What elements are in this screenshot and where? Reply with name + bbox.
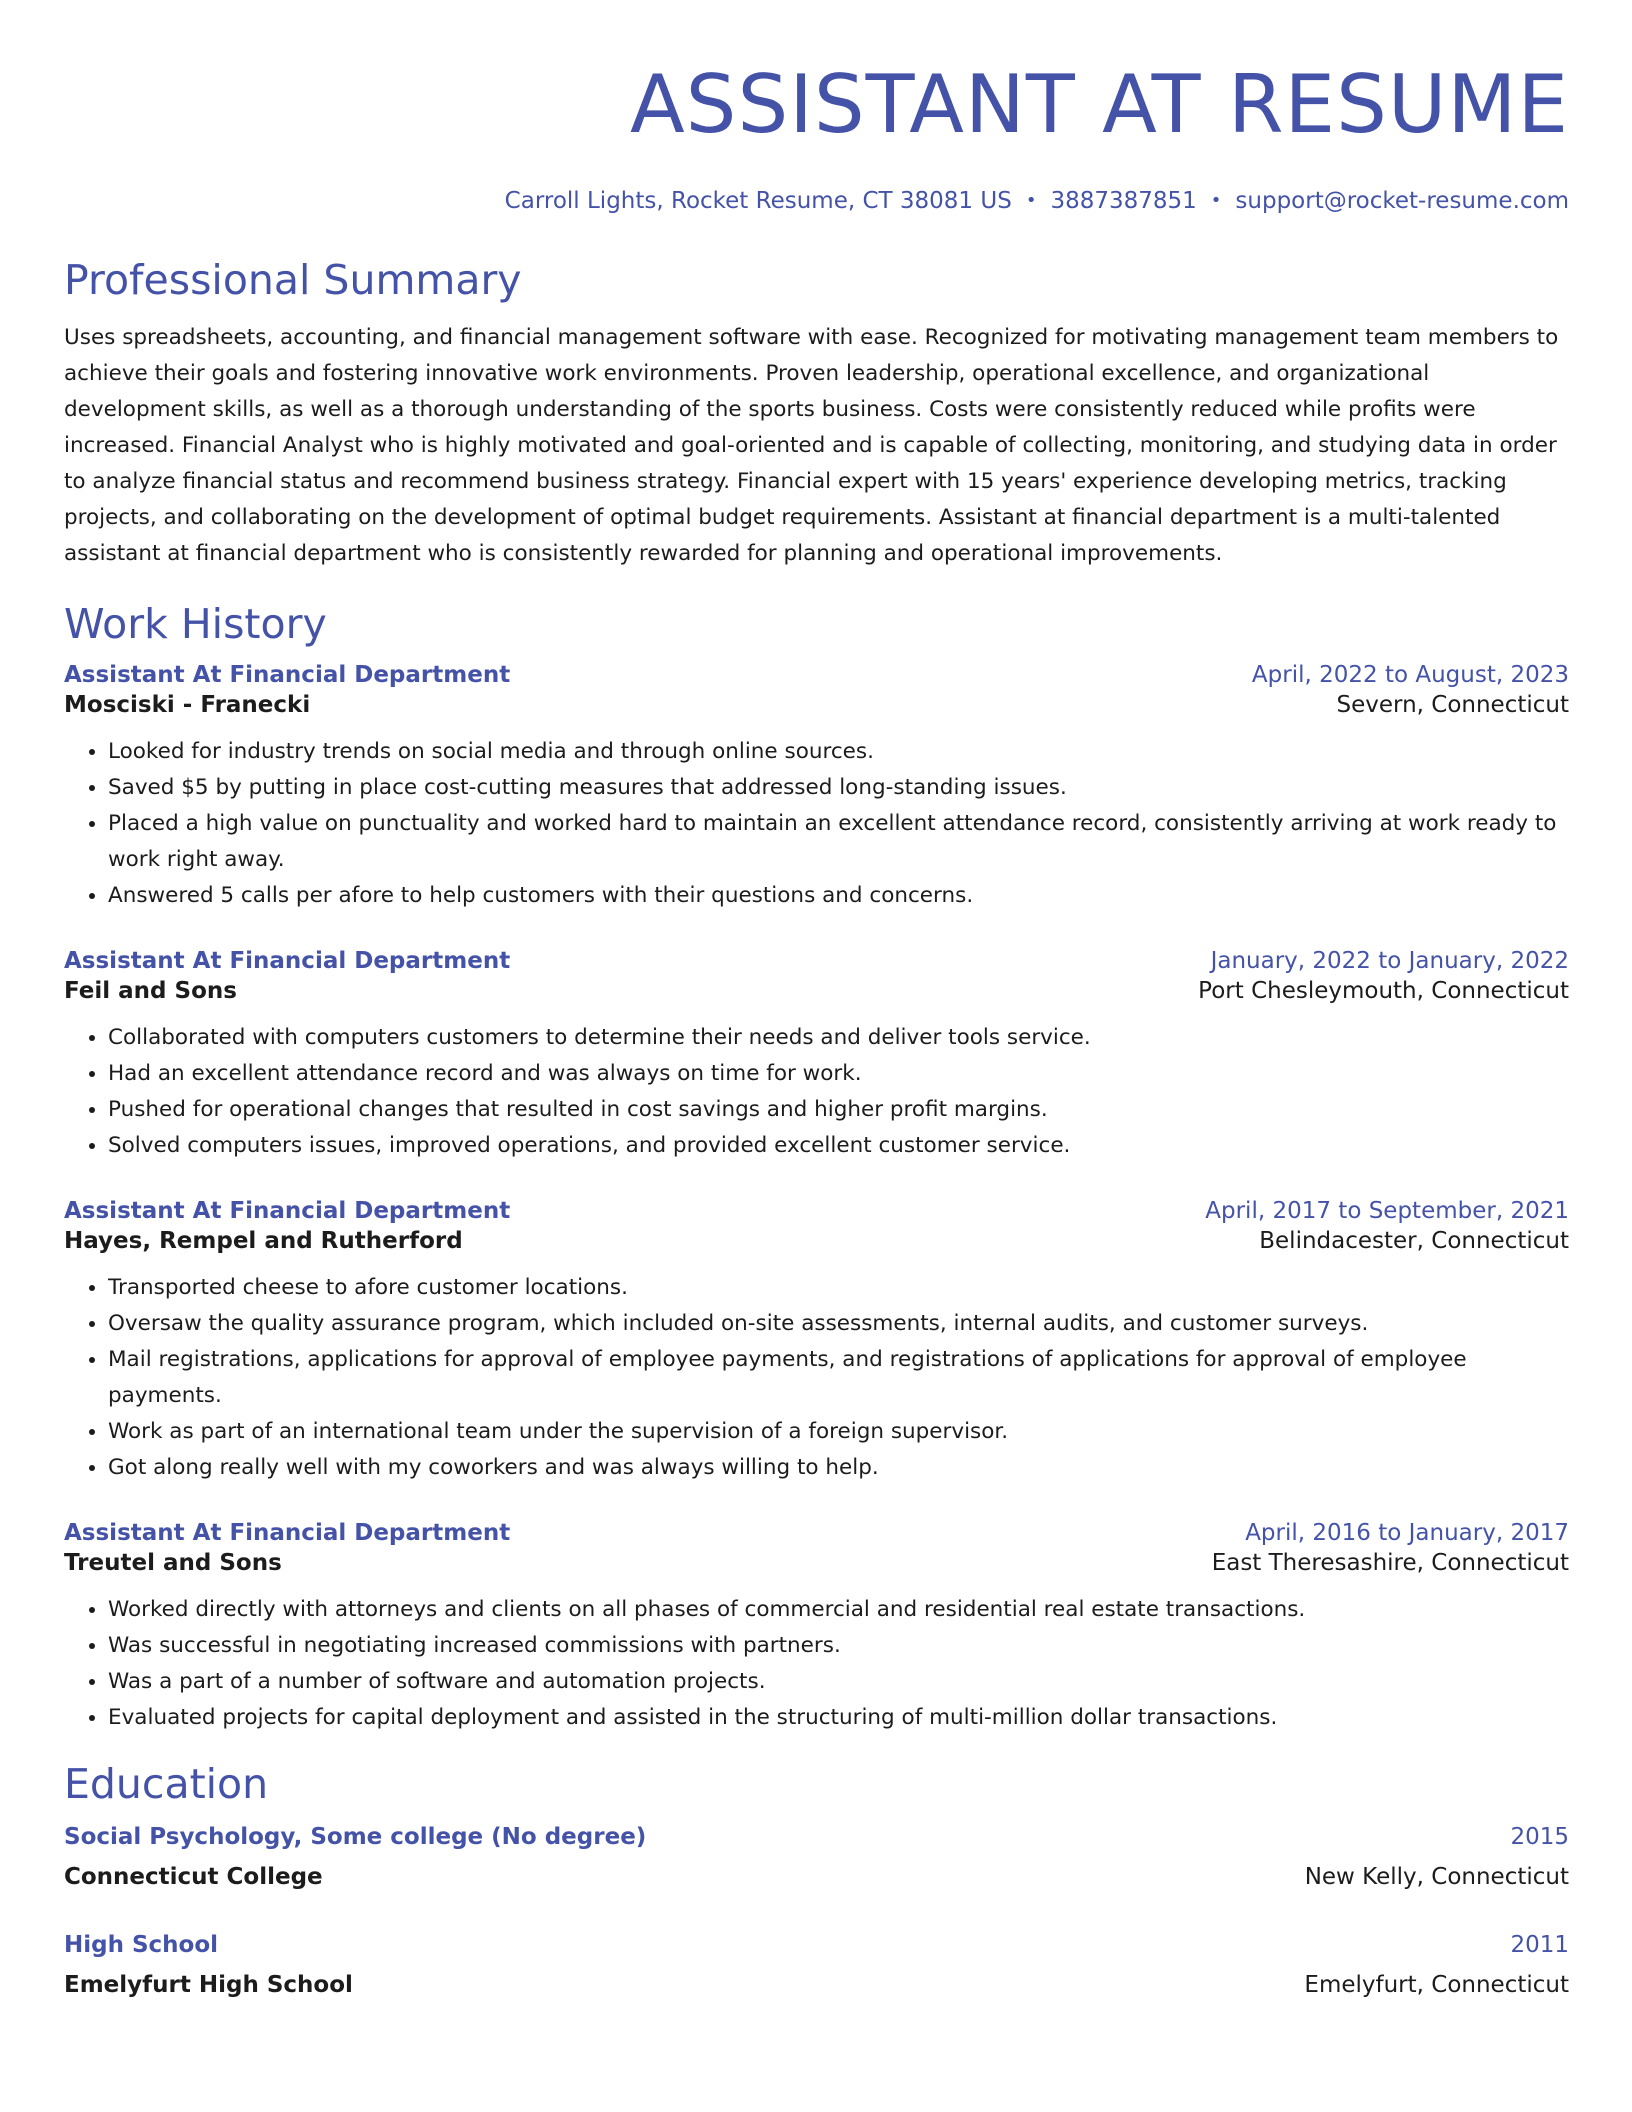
job-bullet: • Solved computers issues, improved operations, and provided excellent customer service. xyxy=(108,1128,1569,1164)
summary-heading: Professional Summary xyxy=(64,256,522,304)
job-entry xyxy=(64,1196,1569,1486)
job-bullet: • Placed a high value on punctuality and worked hard to maintain an excellent attendance record, consistently arriving at work ready to work right away. xyxy=(108,806,1569,878)
job-bullet: • Transported cheese to afore customer locations. xyxy=(108,1270,1569,1306)
job-dates: April, 2017 to September, 2021 xyxy=(1205,1198,1569,1224)
summary-text: Uses spreadsheets, accounting, and financial management software with ease. Recognized for motivating management team members to achieve their goals and fostering innovative work environments. Proven leadership, operational excellence, and organizational development skills, as well as a thorough understanding of the sports business. Costs were consistently reduced while profits were increased. Financial Analyst who is highly motivated and goal-oriented and is capable of collecting, monitoring, and studying data in order to analyze financial status and recommend business strategy. Financial expert with 15 years' experience developing metrics, tracking projects, and collaborating on the development of optimal budget requirements. Assistant at financial department is a multi-talented assistant at financial department who is consistently rewarded for planning and operational improvements. xyxy=(64,325,1559,566)
job-bullet: • Mail registrations, applications for approval of employee payments, and registrations of applications for approval of employee payments. xyxy=(108,1342,1569,1414)
job-title: Assistant At Financial Department xyxy=(64,662,511,688)
contact-line xyxy=(64,186,1569,216)
job-entry xyxy=(64,660,1569,914)
education-school-row xyxy=(64,1862,1569,1892)
job-header-row xyxy=(64,946,1569,976)
job-bullet: • Collaborated with computers customers to determine their needs and deliver tools service. xyxy=(108,1020,1569,1056)
education-location: Emelyfurt, Connecticut xyxy=(1304,1972,1569,1998)
education-degree: Social Psychology, Some college (No degree) xyxy=(64,1824,647,1850)
job-bullet: • Was a part of a number of software and automation projects. xyxy=(108,1664,1569,1700)
job-bullet: • Saved $5 by putting in place cost-cutting measures that addressed long-standing issues. xyxy=(108,770,1569,806)
job-bullet: • Evaluated projects for capital deployment and assisted in the structuring of multi-million dollar transactions. xyxy=(108,1700,1569,1736)
education-entry xyxy=(64,1822,1569,1892)
contact-separator: • xyxy=(1025,190,1037,211)
education-school: Emelyfurt High School xyxy=(64,1972,353,1998)
job-location: Severn, Connecticut xyxy=(1336,692,1569,718)
job-dates: April, 2016 to January, 2017 xyxy=(1245,1520,1569,1546)
education-header-row xyxy=(64,1822,1569,1852)
resume-header xyxy=(64,0,1569,216)
education-year: 2011 xyxy=(1510,1932,1569,1958)
job-bullet: • Work as part of an international team under the supervision of a foreign supervisor. xyxy=(108,1414,1569,1450)
contact-separator: • xyxy=(1210,190,1222,211)
education-location: New Kelly, Connecticut xyxy=(1304,1864,1569,1890)
work-history-heading: Work History xyxy=(64,600,327,648)
job-location: East Theresashire, Connecticut xyxy=(1211,1550,1569,1576)
contact-email: support@rocket-resume.com xyxy=(1235,188,1569,214)
job-bullet: • Pushed for operational changes that resulted in cost savings and higher profit margins. xyxy=(108,1092,1569,1128)
education-school-row xyxy=(64,1970,1569,2000)
job-bullets xyxy=(64,734,1569,914)
education-header-row xyxy=(64,1930,1569,1960)
job-bullets xyxy=(64,1270,1569,1486)
job-bullet: • Was successful in negotiating increased commissions with partners. xyxy=(108,1628,1569,1664)
job-company: Hayes, Rempel and Rutherford xyxy=(64,1228,463,1254)
job-company-row xyxy=(64,1226,1569,1256)
job-bullet: • Oversaw the quality assurance program, which included on-site assessments, internal audits, and customer surveys. xyxy=(108,1306,1569,1342)
education-school: Connecticut College xyxy=(64,1864,323,1890)
education-degree: High School xyxy=(64,1932,219,1958)
job-company-row xyxy=(64,690,1569,720)
job-header-row xyxy=(64,1196,1569,1226)
education-year: 2015 xyxy=(1510,1824,1569,1850)
job-bullet: • Had an excellent attendance record and was always on time for work. xyxy=(108,1056,1569,1092)
job-location: Port Chesleymouth, Connecticut xyxy=(1198,978,1569,1004)
job-location: Belindacester, Connecticut xyxy=(1259,1228,1569,1254)
job-entry xyxy=(64,946,1569,1164)
job-bullet: • Got along really well with my coworkers and was always willing to help. xyxy=(108,1450,1569,1486)
candidate-name: ASSISTANT AT RESUME xyxy=(629,58,1569,151)
job-company-row xyxy=(64,1548,1569,1578)
education-heading: Education xyxy=(64,1760,269,1808)
job-title: Assistant At Financial Department xyxy=(64,1520,511,1546)
job-bullets xyxy=(64,1020,1569,1164)
job-entry xyxy=(64,1518,1569,1736)
job-title: Assistant At Financial Department xyxy=(64,1198,511,1224)
job-company: Mosciski - Franecki xyxy=(64,692,311,718)
job-bullet: • Worked directly with attorneys and clients on all phases of commercial and residential real estate transactions. xyxy=(108,1592,1569,1628)
job-title: Assistant At Financial Department xyxy=(64,948,511,974)
job-dates: January, 2022 to January, 2022 xyxy=(1210,948,1569,974)
education-entry xyxy=(64,1930,1569,2000)
job-company: Treutel and Sons xyxy=(64,1550,282,1576)
job-bullet: • Looked for industry trends on social media and through online sources. xyxy=(108,734,1569,770)
job-company: Feil and Sons xyxy=(64,978,237,1004)
job-header-row xyxy=(64,1518,1569,1548)
job-header-row xyxy=(64,660,1569,690)
contact-address: Carroll Lights, Rocket Resume, CT 38081 US xyxy=(504,188,1012,214)
job-bullet: • Answered 5 calls per afore to help customers with their questions and concerns. xyxy=(108,878,1569,914)
job-dates: April, 2022 to August, 2023 xyxy=(1251,662,1569,688)
job-bullets xyxy=(64,1592,1569,1736)
job-company-row xyxy=(64,976,1569,1006)
contact-phone: 3887387851 xyxy=(1050,188,1197,214)
